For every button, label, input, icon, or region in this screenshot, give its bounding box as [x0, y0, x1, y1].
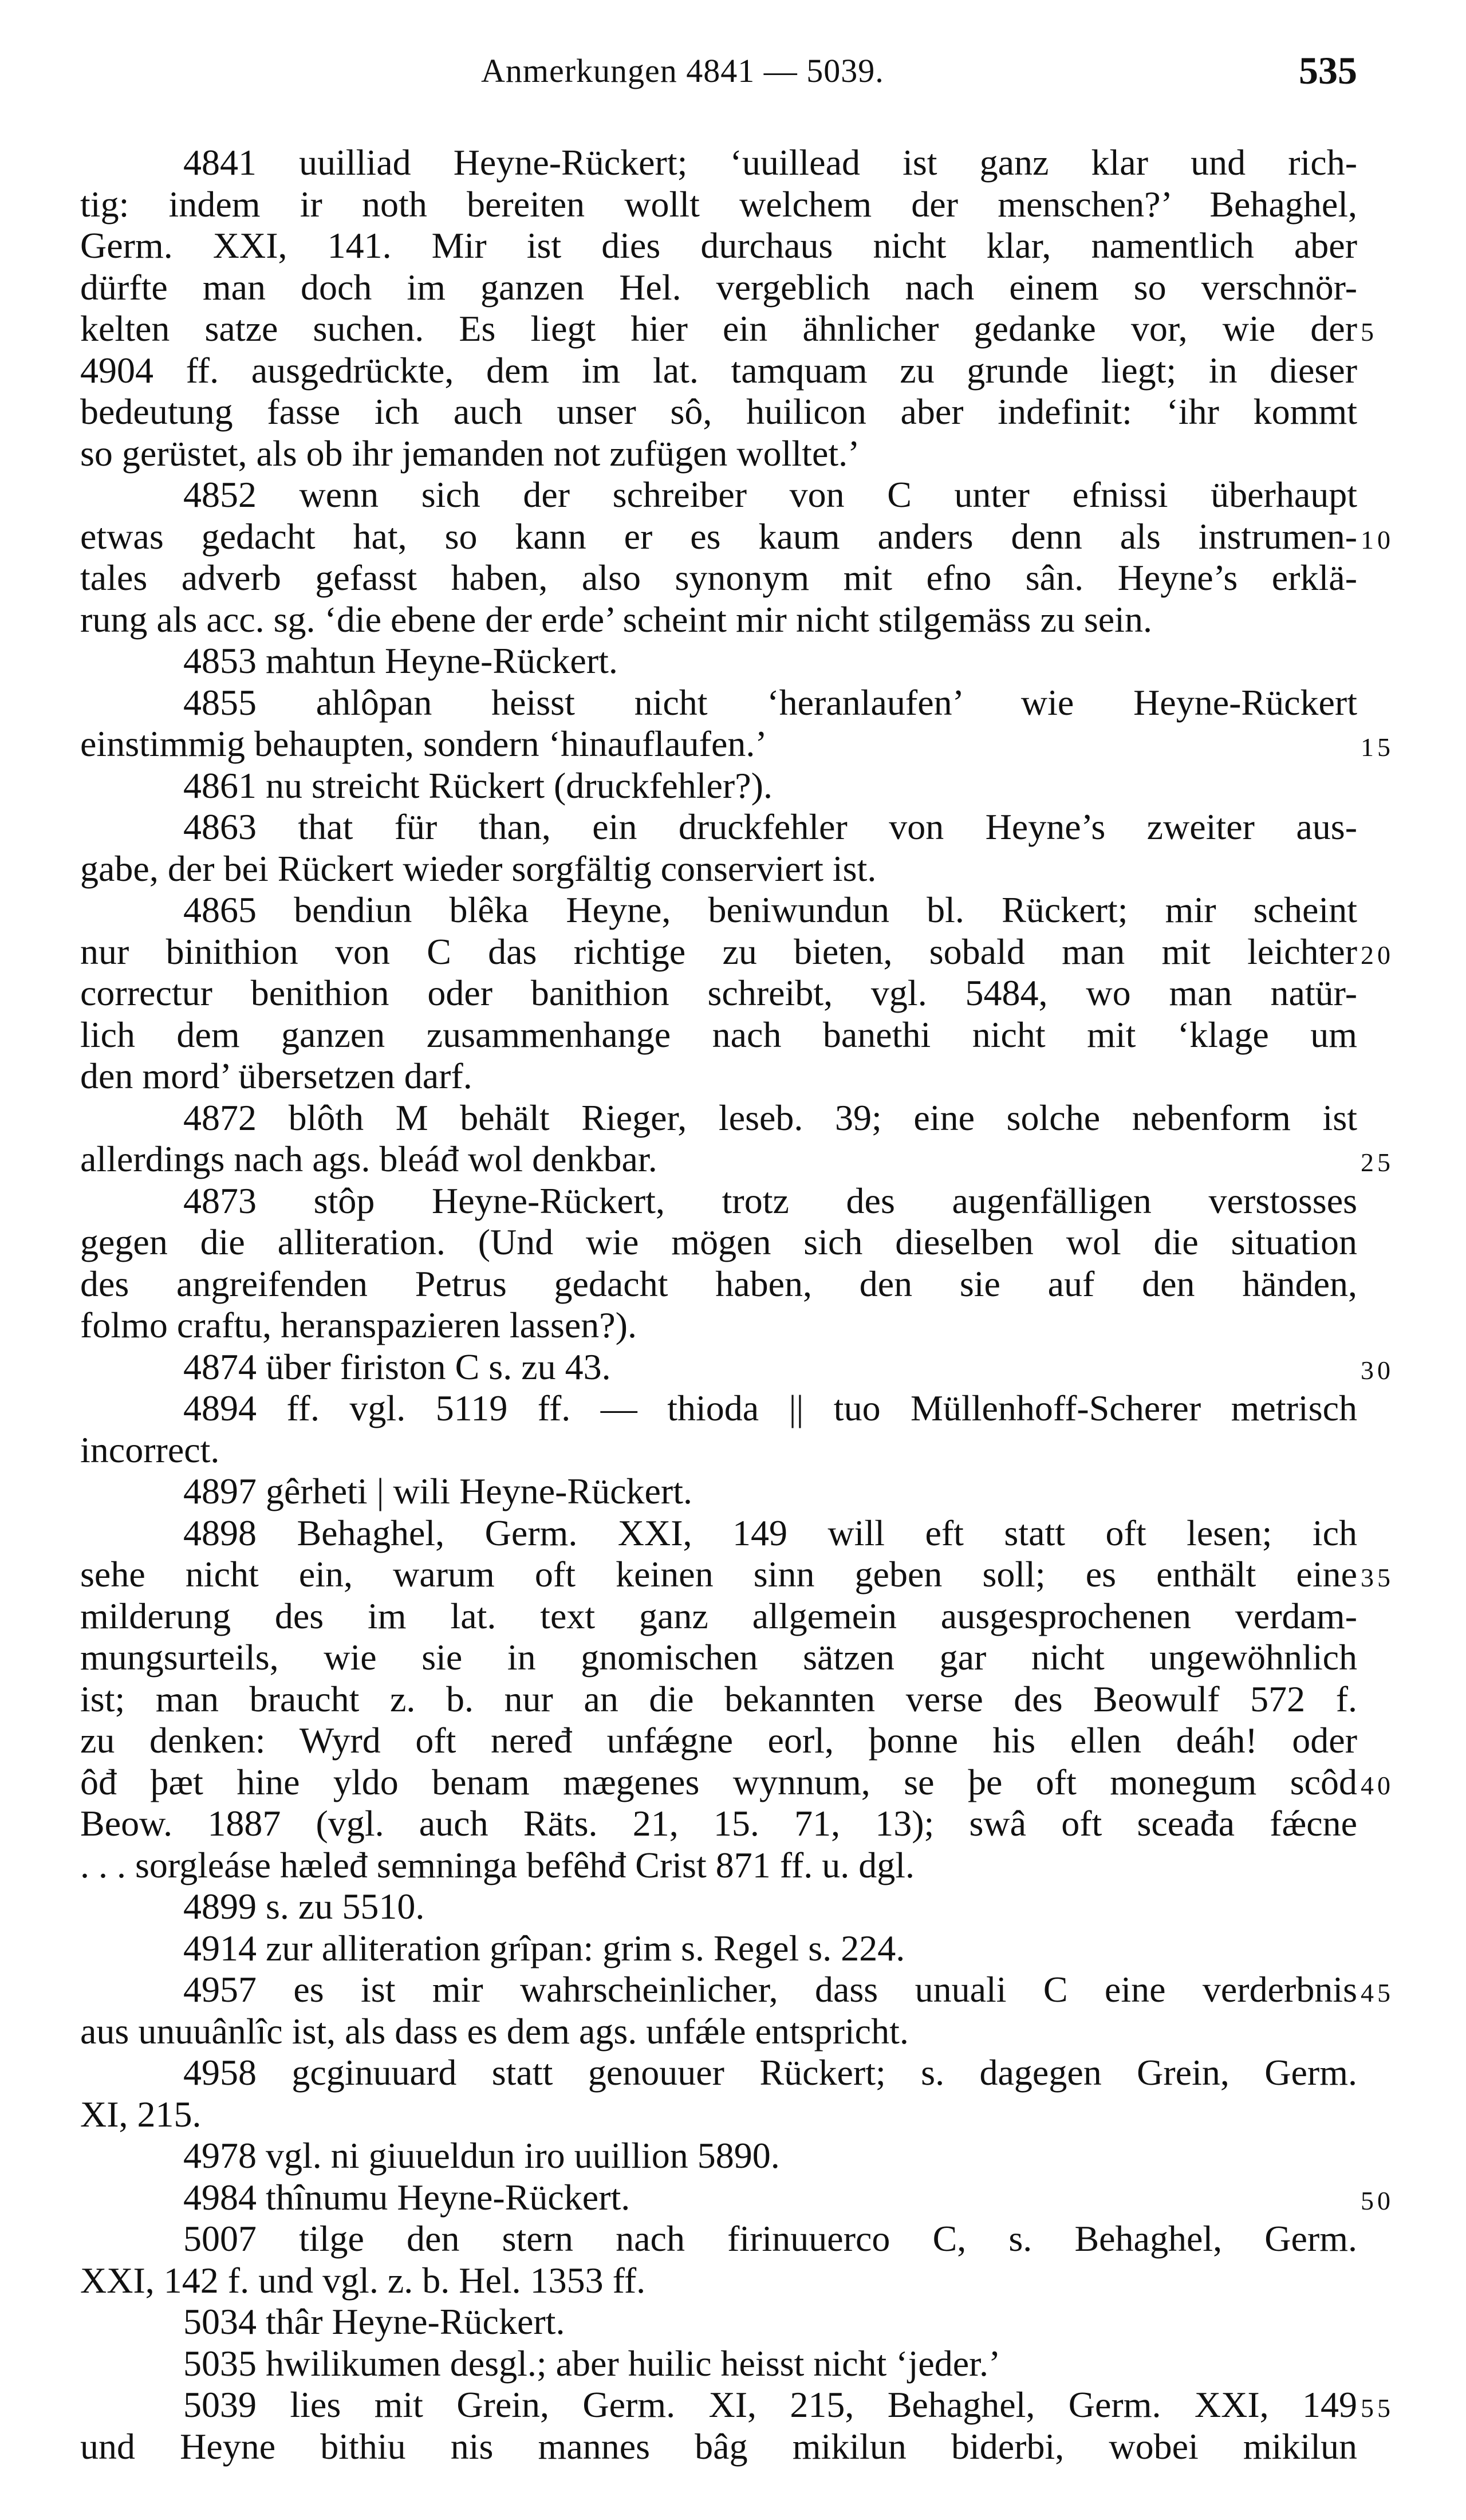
margin-spacer: [1361, 474, 1435, 516]
text-line: 4863 that für than, ein druckfehler von Heyne’s zweiter aus-: [183, 806, 1357, 847]
text-line: . . . sorgleáse hæleđ semninga befêhđ Crist 871 ff. u. dgl.: [80, 1844, 915, 1885]
text-line: lich dem ganzen zusammenhange nach banethi nicht mit ‘klage um: [80, 1014, 1357, 1055]
text-line: 4914 zur alliteration grîpan: grim s. Regel s. 224.: [183, 1927, 905, 1968]
text-line: allerdings nach ags. bleáđ wol denkbar.: [80, 1139, 657, 1179]
running-title: Anmerkungen 4841 — 5039.: [481, 52, 884, 89]
margin-spacer: [1361, 267, 1435, 309]
text-line: etwas gedacht hat, so kann er es kaum anders denn als instrumen-: [80, 515, 1357, 557]
margin-spacer: [1361, 2260, 1435, 2302]
running-header: [80, 49, 1357, 97]
margin-spacer: [1361, 2135, 1435, 2177]
text-line: nur binithion von C das richtige zu bieten, sobald man mit leichter: [80, 931, 1357, 972]
text-line: 4861 nu streicht Rückert (druckfehler?).: [183, 765, 773, 806]
text-line: correctur benithion oder banithion schreibt, vgl. 5484, wo man natür-: [80, 972, 1357, 1013]
text-line: 4865 bendiun blêka Heyne, beniwundun bl. Rückert; mir scheint: [183, 889, 1357, 930]
text-line: kelten satze suchen. Es liegt hier ein ähnlicher gedanke vor, wie der: [80, 308, 1357, 349]
text-line: 4873 stôp Heyne-Rückert, trotz des augenfälligen verstosses: [183, 1180, 1357, 1221]
text-line: 4899 s. zu 5510.: [183, 1886, 425, 1927]
text-line: 4874 über firiston C s. zu 43.: [183, 1346, 611, 1387]
text-line: bedeutung fasse ich auch unser sô, huilicon aber indefinit: ‘ihr kommt: [80, 391, 1357, 432]
margin-spacer: [1361, 1928, 1435, 1970]
text-line: 4853 mahtun Heyne-Rückert.: [183, 640, 618, 681]
text-line: XI, 215.: [80, 2093, 202, 2135]
margin-spacer: [1361, 1513, 1435, 1554]
margin-spacer: [1361, 1014, 1435, 1056]
margin-line-number: 30: [1361, 1355, 1394, 1385]
margin-spacer: [1361, 806, 1435, 848]
text-line: einstimmig behaupten, sondern ‘hinauflaufen.’: [80, 723, 767, 764]
margin-spacer: [1361, 2426, 1435, 2468]
text-line: Beow. 1887 (vgl. auch Räts. 21, 15. 71, 13); swâ oft sceađa fǽcne: [80, 1803, 1357, 1844]
margin-spacer: [1361, 557, 1435, 599]
margin-line-number: 35: [1361, 1563, 1394, 1592]
margin-spacer: [1361, 2011, 1435, 2053]
text-line: Germ. XXI, 141. Mir ist dies durchaus nicht klar, namentlich aber: [80, 225, 1357, 266]
text-line: 4872 blôth M behält Rieger, leseb. 39; eine solche nebenform ist: [183, 1097, 1357, 1138]
margin-spacer: [1361, 1180, 1435, 1222]
margin-spacer: [1361, 2343, 1435, 2385]
margin-spacer: [1361, 225, 1435, 267]
margin-spacer: [1361, 142, 1435, 184]
text-line: 4978 vgl. ni giuueldun iro uuillion 5890.: [183, 2135, 780, 2176]
margin-spacer: [1361, 599, 1435, 641]
margin-spacer: [1361, 1263, 1435, 1305]
text-line: des angreifenden Petrus gedacht haben, den sie auf den händen,: [80, 1263, 1357, 1304]
text-line: XXI, 142 f. und vgl. z. b. Hel. 1353 ff.: [80, 2259, 646, 2301]
margin-spacer: [1361, 1845, 1435, 1887]
text-line: gabe, der bei Rückert wieder sorgfältig conserviert ist.: [80, 848, 877, 889]
margin-spacer: [1361, 184, 1435, 226]
margin-spacer: [1361, 1388, 1435, 1430]
margin-spacer: [1361, 350, 1435, 392]
margin-spacer: [1361, 2218, 1435, 2260]
margin-spacer: [1361, 889, 1435, 931]
text-line: 5007 tilge den stern nach firinuuerco C, s. Behaghel, Germ.: [183, 2218, 1357, 2259]
margin-line-numbers: [1361, 142, 1435, 2467]
margin-spacer: [1361, 1596, 1435, 1637]
margin-spacer: [1361, 1637, 1435, 1679]
text-line: 4898 Behaghel, Germ. XXI, 149 will eft statt oft lesen; ich: [183, 1512, 1357, 1553]
margin-spacer: [1361, 972, 1435, 1014]
margin-line-number: 25: [1361, 1148, 1394, 1177]
margin-spacer: [1361, 1886, 1435, 1928]
margin-line-number: 20: [1361, 940, 1394, 970]
margin-spacer: [1361, 1222, 1435, 1263]
text-line: 4855 ahlôpan heisst nicht ‘heranlaufen’ wie Heyne-Rückert: [183, 682, 1357, 723]
margin-spacer: [1361, 682, 1435, 724]
margin-spacer: [1361, 1305, 1435, 1346]
margin-line-number: 55: [1361, 2393, 1394, 2423]
text-line: mungsurteils, wie sie in gnomischen sätzen gar nicht ungewöhnlich: [80, 1637, 1357, 1678]
margin-spacer: [1361, 2094, 1435, 2136]
text-line: zu denken: Wyrd oft neređ unfǽgne eorl, þonne his ellen deáh! oder: [80, 1720, 1357, 1761]
text-line: 5034 thâr Heyne-Rückert.: [183, 2301, 565, 2342]
margin-line-number: 5: [1361, 317, 1377, 346]
text-line: tig: indem ir noth bereiten wollt welchem der menschen?’ Behaghel,: [80, 183, 1357, 225]
margin-spacer: [1361, 1097, 1435, 1139]
text-line: so gerüstet, als ob ihr jemanden not zufügen wolltet.’: [80, 432, 860, 474]
margin-line-number: 10: [1361, 525, 1394, 554]
text-line: ist; man braucht z. b. nur an die bekannten verse des Beowulf 572 f.: [80, 1678, 1357, 1719]
text-line: 4957 es ist mir wahrscheinlicher, dass unuali C eine verderbnis: [183, 1969, 1357, 2010]
text-line: 4984 thînumu Heyne-Rückert.: [183, 2176, 630, 2218]
text-line: den mord’ übersetzen darf.: [80, 1056, 472, 1096]
text-line: sehe nicht ein, warum oft keinen sinn geben soll; es enthält eine: [80, 1554, 1357, 1594]
margin-spacer: [1361, 2301, 1435, 2343]
text-line: und Heyne bithiu nis mannes bâg mikilun biderbi, wobei mikilun: [80, 2426, 1357, 2467]
margin-spacer: [1361, 1430, 1435, 1471]
text-line: 4958 gcginuuard statt genouuer Rückert; s. dagegen Grein, Germ.: [183, 2052, 1357, 2093]
margin-line-number: 40: [1361, 1770, 1394, 1800]
margin-spacer: [1361, 640, 1435, 682]
text-line: 5035 hwilikumen desgl.; aber huilic heisst nicht ‘jeder.’: [183, 2342, 1001, 2384]
margin-spacer: [1361, 1056, 1435, 1097]
margin-spacer: [1361, 1720, 1435, 1762]
text-line: 4852 wenn sich der schreiber von C unter efnissi überhaupt: [183, 474, 1357, 515]
margin-spacer: [1361, 1803, 1435, 1845]
text-line: folmo craftu, heranspazieren lassen?).: [80, 1305, 637, 1345]
margin-spacer: [1361, 848, 1435, 890]
text-line: milderung des im lat. text ganz allgemein ausgesprochenen verdam-: [80, 1595, 1357, 1636]
page-number: 535: [1299, 49, 1357, 92]
margin-spacer: [1361, 2052, 1435, 2094]
text-line: aus unuuânlîc ist, als dass es dem ags. unfǽle entspricht.: [80, 2010, 909, 2052]
text-line: ôđ þæt hine yldo benam mægenes wynnum, se þe oft monegum scôd: [80, 1761, 1357, 1802]
margin-line-number: 50: [1361, 2186, 1394, 2215]
margin-spacer: [1361, 391, 1435, 433]
margin-spacer: [1361, 765, 1435, 807]
text-line: gegen die alliteration. (Und wie mögen sich dieselben wol die situation: [80, 1222, 1357, 1262]
text-line: incorrect.: [80, 1429, 220, 1470]
margin-spacer: [1361, 1679, 1435, 1720]
margin-line-number: 15: [1361, 733, 1394, 762]
text-line: 5039 lies mit Grein, Germ. XI, 215, Behaghel, Germ. XXI, 149: [183, 2384, 1357, 2425]
text-line: 4841 uuilliad Heyne-Rückert; ‘uuillead ist ganz klar und rich-: [183, 142, 1357, 183]
margin-spacer: [1361, 1471, 1435, 1513]
text-line: 4904 ff. ausgedrückte, dem im lat. tamquam zu grunde liegt; in dieser: [80, 349, 1357, 391]
text-line: 4894 ff. vgl. 5119 ff. — thioda || tuo Müllenhoff-Scherer metrisch: [183, 1388, 1357, 1428]
annotation-text: [80, 142, 1357, 2467]
margin-spacer: [1361, 433, 1435, 475]
text-line: rung als acc. sg. ‘die ebene der erde’ scheint mir nicht stilgemäss zu sein.: [80, 598, 1152, 640]
text-line: tales adverb gefasst haben, also synonym mit efno sân. Heyne’s erklä-: [80, 557, 1357, 598]
text-line: 4897 gêrheti | wili Heyne-Rückert.: [183, 1471, 692, 1511]
text-line: dürfte man doch im ganzen Hel. vergeblich nach einem so verschnör-: [80, 266, 1357, 308]
margin-line-number: 45: [1361, 1978, 1394, 2007]
